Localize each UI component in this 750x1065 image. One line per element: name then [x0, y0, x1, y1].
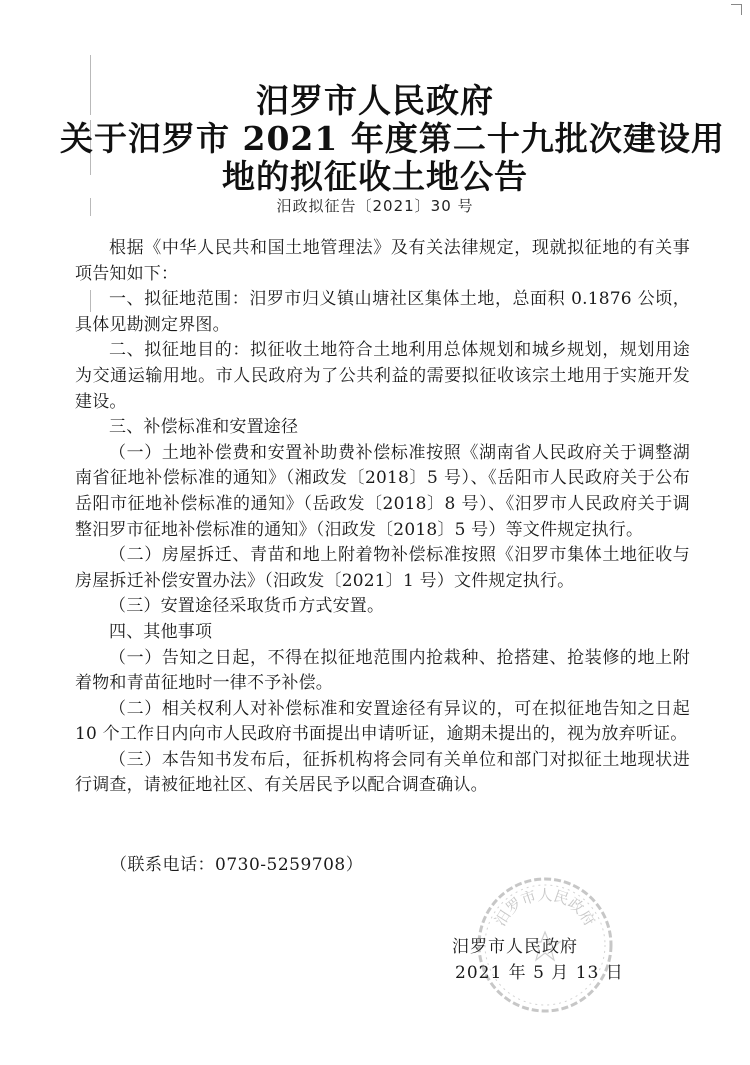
signature-organization: 汨罗市人民政府: [452, 937, 578, 957]
body-paragraph: 一、拟征地范围：汨罗市归义镇山塘社区集体土地，总面积 0.1876 公顷，具体见勘测定界图。: [75, 289, 690, 335]
title-line-3: 地的拟征收土地公告: [222, 157, 528, 196]
document-title: [60, 81, 725, 196]
body-paragraph: 根据《中华人民共和国土地管理法》及有关法律规定，现就拟征地的有关事项告知如下：: [75, 238, 690, 284]
body-paragraph: （三）安置途径采取货币方式安置。: [109, 596, 385, 617]
document-number: 汨政拟征告〔2021〕30 号: [276, 197, 474, 215]
body-paragraph: （一）告知之日起，不得在拟征地范围内抢栽种、抢搭建、抢装修的地上附着物和青苗征地时一律不予补偿。: [75, 647, 690, 694]
body-paragraph: （二）房屋拆迁、青苗和地上附着物补偿标准按照《汨罗市集体土地征收与房屋拆迁补偿安置办法》（汨政发〔2021〕1 号）文件规定执行。: [75, 545, 690, 591]
seal-text: 汨罗市人民政府: [491, 886, 599, 930]
body-paragraph: （二）相关权利人对补偿标准和安置途径有异议的，可在拟征地告知之日起 10 个工作日内向市人民政府书面提出申请听证，逾期未提出的，视为放弃听证。: [75, 698, 690, 745]
body-paragraph: （一）土地补偿费和安置补助费补偿标准按照《湖南省人民政府关于调整湖南省征地补偿标准的通知》（湘政发〔2018〕5 号）、《岳阳市人民政府关于公布岳阳市征地补偿标准的通知》（岳政发〔2018〕8 号）、《汨罗市人民政府关于调整汨罗市征地补偿标准的通知》（汨政发〔2018〕5 号）等文件规定执行。: [75, 442, 690, 540]
body-paragraph: 四、其他事项: [109, 621, 213, 642]
contact-phone: （联系电话：0730-5259708）: [110, 855, 364, 875]
document-body: [75, 236, 690, 799]
title-line-1: 汨罗市人民政府: [256, 81, 494, 120]
body-paragraph: 二、拟征地目的：拟征收土地符合土地利用总体规划和城乡规划，规划用途为交通运输用地。市人民政府为了公共利益的需要拟征收该宗土地用于实施开发建设。: [75, 340, 690, 412]
title-line-2: 关于汨罗市 2021 年度第二十九批次建设用: [60, 119, 725, 158]
body-paragraph: 三、补偿标准和安置途径: [109, 417, 299, 438]
signature-date: 2021 年 5 月 13 日: [455, 963, 624, 983]
body-paragraph: （三）本告知书发布后，征拆机构将会同有关单位和部门对拟征土地现状进行调查，请被征地社区、有关居民予以配合调查确认。: [75, 749, 690, 796]
scan-corner-mark: [731, 4, 742, 15]
